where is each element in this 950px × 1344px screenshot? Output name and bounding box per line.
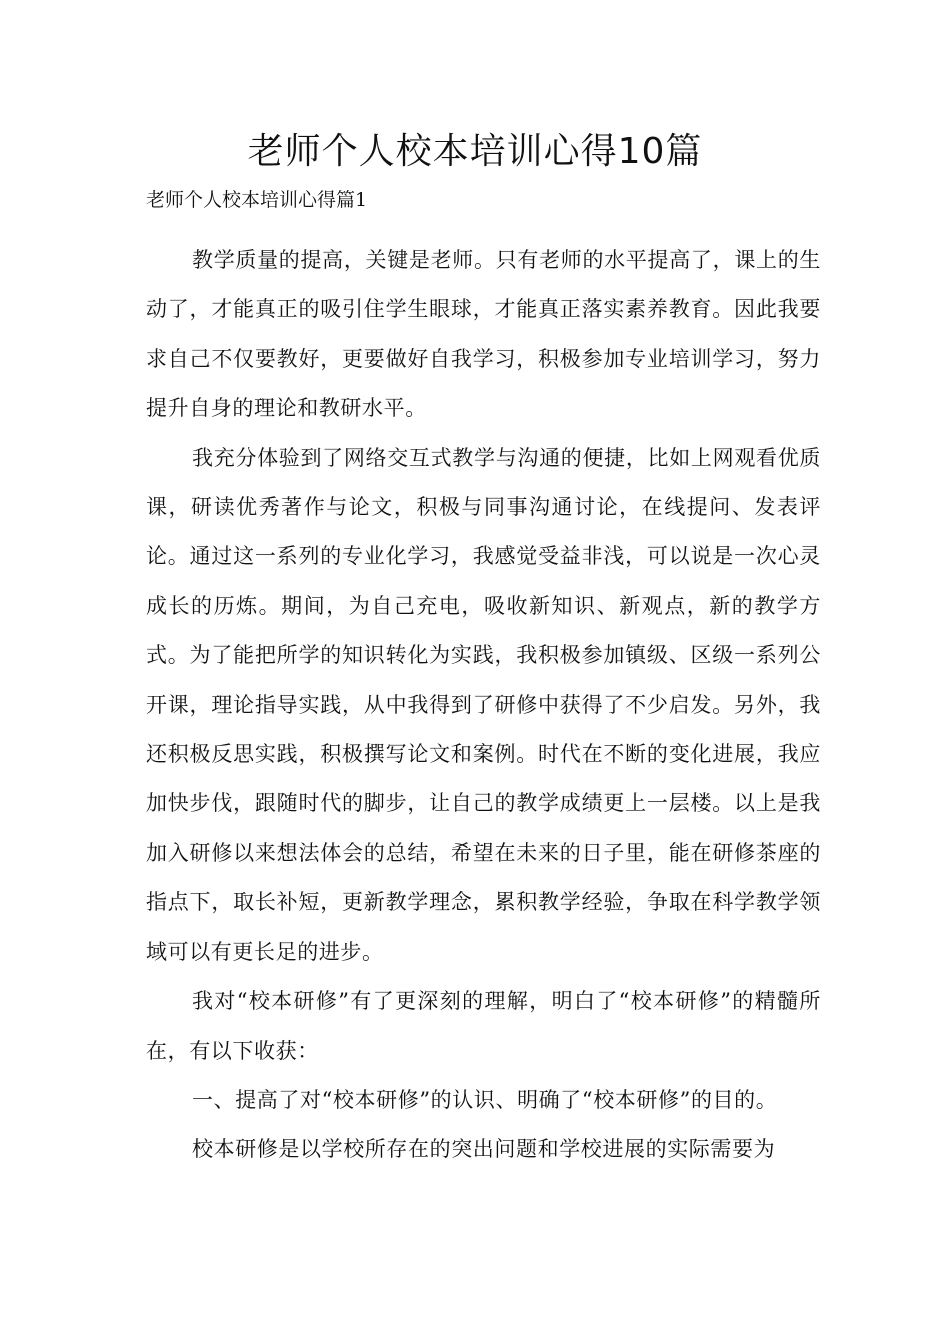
paragraph: 教学质量的提高，关键是老师。只有老师的水平提高了，课上的生动了，才能真正的吸引住学生眼球，才能真正落实素养教育。因此我要求自己不仅要教好，更要做好自我学习，积极参加专业培训学习，努力提升自身的理论和教研水平。: [146, 248, 821, 421]
section-heading: 老师个人校本培训心得篇1: [146, 189, 368, 211]
paragraph: 我对“校本研修”有了更深刻的理解，明白了“校本研修”的精髓所在，有以下收获：: [146, 989, 821, 1063]
paragraph: 一、提高了对“校本研修”的认识、明确了“校本研修”的目的。: [192, 1087, 778, 1112]
paragraph: 校本研修是以学校所存在的突出问题和学校进展的实际需要为: [192, 1137, 776, 1162]
document-title: 老师个人校本培训心得10篇: [247, 131, 703, 172]
document-body: [146, 236, 821, 1175]
paragraph: 我充分体验到了网络交互式教学与沟通的便捷，比如上网观看优质课，研读优秀著作与论文，积极与同事沟通讨论，在线提问、发表评论。通过这一系列的专业化学习，我感觉受益非浅，可以说是一次心灵成长的历炼。期间，为自己充电，吸收新知识、新观点，新的教学方式。为了能把所学的知识转化为实践，我积极参加镇级、区级一系列公开课，理论指导实践，从中我得到了研修中获得了不少启发。另外，我还积极反思实践，积极撰写论文和案例。时代在不断的变化进展，我应加快步伐，跟随时代的脚步，让自己的教学成绩更上一层楼。以上是我加入研修以来想法体会的总结，希望在未来的日子里，能在研修茶座的指点下，取长补短，更新教学理念，累积教学经验，争取在科学教学领域可以有更长足的进步。: [146, 445, 821, 964]
